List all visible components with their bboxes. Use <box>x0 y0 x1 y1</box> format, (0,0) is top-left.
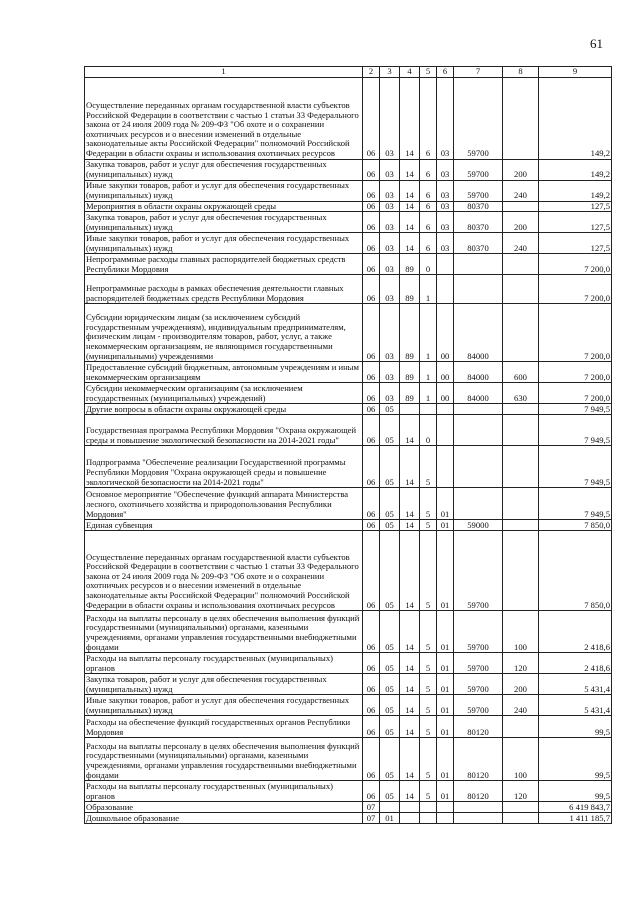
row-cell-c5: 6 <box>420 180 437 201</box>
row-cell-c8: 100 <box>503 611 539 653</box>
row-cell-c4: 14 <box>400 415 420 446</box>
row-cell-c4: 14 <box>400 611 420 653</box>
row-cell-c9: 99,5 <box>539 716 612 738</box>
row-cell-c2: 06 <box>363 275 380 304</box>
row-cell-c6 <box>437 404 454 415</box>
row-cell-c7: 84000 <box>454 304 503 362</box>
row-cell-c9: 149,2 <box>539 77 612 159</box>
row-cell-c4: 14 <box>400 738 420 781</box>
row-cell-c4: 14 <box>400 781 420 802</box>
row-cell-c4 <box>400 813 420 824</box>
row-cell-c4: 14 <box>400 446 420 488</box>
table-row <box>85 488 612 520</box>
row-cell-c3: 05 <box>380 531 400 611</box>
row-cell-c4: 14 <box>400 716 420 738</box>
row-cell-c5: 5 <box>420 531 437 611</box>
table-row <box>85 233 612 254</box>
row-cell-c7: 80370 <box>454 212 503 233</box>
header-cell: 5 <box>420 67 437 78</box>
row-description: Расходы на выплаты персоналу государственных (муниципальных) органов <box>85 781 363 802</box>
row-cell-c4: 14 <box>400 77 420 159</box>
row-cell-c7: 59700 <box>454 674 503 695</box>
row-cell-c5 <box>420 813 437 824</box>
page-number: 61 <box>590 36 603 51</box>
header-cell: 6 <box>437 67 454 78</box>
table-row <box>85 695 612 716</box>
row-cell-c3: 05 <box>380 716 400 738</box>
row-description: Иные закупки товаров, работ и услуг для обеспечения государственных (муниципальных) нужд <box>85 233 363 254</box>
row-cell-c2: 06 <box>363 180 380 201</box>
row-cell-c7 <box>454 488 503 520</box>
row-cell-c9: 7 949,5 <box>539 488 612 520</box>
row-cell-c5: 6 <box>420 159 437 180</box>
row-cell-c6: 03 <box>437 159 454 180</box>
header-cell: 8 <box>503 67 539 78</box>
row-cell-c6: 01 <box>437 520 454 531</box>
row-cell-c8 <box>503 77 539 159</box>
table-row <box>85 362 612 383</box>
row-description: Непрограммные расходы главных распорядителей бюджетных средств Республики Мордовия <box>85 254 363 275</box>
row-cell-c8 <box>503 520 539 531</box>
row-cell-c9: 99,5 <box>539 738 612 781</box>
row-cell-c6: 03 <box>437 212 454 233</box>
row-cell-c5 <box>420 404 437 415</box>
row-cell-c6 <box>437 813 454 824</box>
row-cell-c8 <box>503 488 539 520</box>
row-cell-c8 <box>503 531 539 611</box>
table-row <box>85 201 612 212</box>
row-cell-c5: 5 <box>420 520 437 531</box>
table-row <box>85 611 612 653</box>
row-cell-c7: 59700 <box>454 695 503 716</box>
row-description: Осуществление переданных органам государственной власти субъектов Российской Федерации в соответствии с частью 1 статьи 33 Федерального закона от 24 июля 2009 года № 209-ФЗ "Об охоте и о сохранении охотничьих ресурсов и о внесении изменений в отдельные законодательные акты Российской Федерации" полномочий Российской Федерации в области охраны и использования охотничьих ресурсов <box>85 531 363 611</box>
row-cell-c8 <box>503 813 539 824</box>
header-cell: 7 <box>454 67 503 78</box>
row-cell-c7 <box>454 446 503 488</box>
table-row <box>85 813 612 824</box>
row-description: Основное мероприятие "Обеспечение функций аппарата Министерства лесного, охотничьего хозяйства и природопользования Республики Мордовия" <box>85 488 363 520</box>
row-cell-c7: 80120 <box>454 738 503 781</box>
row-cell-c8 <box>503 304 539 362</box>
row-cell-c7: 59700 <box>454 611 503 653</box>
row-cell-c8: 630 <box>503 383 539 404</box>
header-cell: 4 <box>400 67 420 78</box>
table-row <box>85 802 612 813</box>
row-cell-c3: 05 <box>380 611 400 653</box>
row-cell-c3: 05 <box>380 446 400 488</box>
row-cell-c3: 03 <box>380 201 400 212</box>
row-cell-c7: 80370 <box>454 201 503 212</box>
row-cell-c8 <box>503 201 539 212</box>
row-cell-c4: 14 <box>400 695 420 716</box>
row-cell-c3: 03 <box>380 159 400 180</box>
row-cell-c3: 03 <box>380 212 400 233</box>
row-description: Расходы на выплаты персоналу в целях обеспечения выполнения функций государственными (муниципальными) органами, казенными учреждениями, органами управления государственными внебюджетными фондами <box>85 611 363 653</box>
table-row <box>85 781 612 802</box>
row-cell-c9: 127,5 <box>539 212 612 233</box>
row-cell-c6: 03 <box>437 201 454 212</box>
row-cell-c5: 5 <box>420 695 437 716</box>
row-cell-c5: 6 <box>420 212 437 233</box>
row-cell-c9: 149,2 <box>539 180 612 201</box>
row-cell-c4: 14 <box>400 212 420 233</box>
row-cell-c6: 01 <box>437 738 454 781</box>
row-cell-c3: 03 <box>380 275 400 304</box>
table-row <box>85 304 612 362</box>
table-row <box>85 159 612 180</box>
row-cell-c7 <box>454 254 503 275</box>
row-cell-c2: 06 <box>363 383 380 404</box>
row-cell-c2: 06 <box>363 611 380 653</box>
row-cell-c9: 7 200,0 <box>539 304 612 362</box>
row-cell-c5: 1 <box>420 275 437 304</box>
row-cell-c3: 01 <box>380 813 400 824</box>
row-cell-c5: 5 <box>420 716 437 738</box>
row-cell-c2: 06 <box>363 254 380 275</box>
row-cell-c6: 01 <box>437 781 454 802</box>
row-cell-c5: 0 <box>420 254 437 275</box>
row-cell-c6 <box>437 802 454 813</box>
row-cell-c4 <box>400 404 420 415</box>
row-cell-c9: 149,2 <box>539 159 612 180</box>
row-cell-c8: 600 <box>503 362 539 383</box>
row-description: Закупка товаров, работ и услуг для обеспечения государственных (муниципальных) нужд <box>85 212 363 233</box>
row-cell-c6: 01 <box>437 653 454 674</box>
row-cell-c7: 80370 <box>454 233 503 254</box>
row-cell-c3: 05 <box>380 415 400 446</box>
row-cell-c3: 05 <box>380 781 400 802</box>
row-cell-c4: 14 <box>400 520 420 531</box>
row-cell-c9: 7 200,0 <box>539 275 612 304</box>
table-row <box>85 404 612 415</box>
row-cell-c7: 59000 <box>454 520 503 531</box>
row-cell-c3: 03 <box>380 304 400 362</box>
row-cell-c9: 7 949,5 <box>539 415 612 446</box>
row-description: Субсидии некоммерческим организациям (за исключением государственных (муниципальных) учреждений) <box>85 383 363 404</box>
row-cell-c3: 03 <box>380 254 400 275</box>
row-cell-c7 <box>454 404 503 415</box>
row-description: Осуществление переданных органам государственной власти субъектов Российской Федерации в соответствии с частью 1 статьи 33 Федерального закона от 24 июля 2009 года № 209-ФЗ "Об охоте и о сохранении охотничьих ресурсов и о внесении изменений в отдельные законодательные акты Российской Федерации" полномочий Российской Федерации в области охраны и использования охотничьих ресурсов <box>85 77 363 159</box>
table-row <box>85 531 612 611</box>
header-cell: 2 <box>363 67 380 78</box>
row-cell-c8: 120 <box>503 653 539 674</box>
row-cell-c3: 05 <box>380 695 400 716</box>
row-cell-c5: 1 <box>420 383 437 404</box>
row-cell-c4 <box>400 802 420 813</box>
row-cell-c9: 7 200,0 <box>539 362 612 383</box>
row-description: Образование <box>85 802 363 813</box>
row-cell-c4: 89 <box>400 275 420 304</box>
row-cell-c2: 06 <box>363 233 380 254</box>
row-cell-c5: 5 <box>420 653 437 674</box>
row-cell-c8: 200 <box>503 212 539 233</box>
row-cell-c4: 89 <box>400 254 420 275</box>
row-cell-c7 <box>454 275 503 304</box>
row-cell-c6 <box>437 446 454 488</box>
row-cell-c8 <box>503 415 539 446</box>
row-cell-c5 <box>420 802 437 813</box>
row-cell-c6 <box>437 415 454 446</box>
row-cell-c3: 03 <box>380 362 400 383</box>
row-cell-c4: 89 <box>400 383 420 404</box>
budget-table <box>84 66 612 824</box>
row-description: Подпрограмма "Обеспечение реализации Государственной программы Республики Мордовия "Охрана окружающей среды и повышение экологической безопасности на 2014-2021 годы" <box>85 446 363 488</box>
row-cell-c3: 03 <box>380 77 400 159</box>
row-cell-c6: 01 <box>437 488 454 520</box>
row-cell-c7: 59700 <box>454 77 503 159</box>
row-cell-c9: 7 850,0 <box>539 531 612 611</box>
row-cell-c2: 06 <box>363 446 380 488</box>
table-row <box>85 77 612 159</box>
row-cell-c9: 7 949,5 <box>539 446 612 488</box>
row-description: Дошкольное образование <box>85 813 363 824</box>
table-row <box>85 415 612 446</box>
table-row <box>85 738 612 781</box>
row-cell-c3: 05 <box>380 738 400 781</box>
row-cell-c5: 5 <box>420 738 437 781</box>
row-cell-c2: 07 <box>363 802 380 813</box>
row-cell-c7: 59700 <box>454 653 503 674</box>
row-cell-c7: 59700 <box>454 159 503 180</box>
row-cell-c3: 05 <box>380 404 400 415</box>
row-cell-c8 <box>503 446 539 488</box>
row-cell-c5: 6 <box>420 201 437 212</box>
row-cell-c6: 00 <box>437 383 454 404</box>
row-cell-c7: 84000 <box>454 362 503 383</box>
row-cell-c2: 06 <box>363 201 380 212</box>
row-cell-c5: 5 <box>420 488 437 520</box>
table-row <box>85 653 612 674</box>
row-description: Расходы на обеспечение функций государственных органов Республики Мордовия <box>85 716 363 738</box>
row-cell-c6: 03 <box>437 233 454 254</box>
row-cell-c8: 240 <box>503 233 539 254</box>
row-description: Непрограммные расходы в рамках обеспечения деятельности главных распорядителей бюджетных средств Республики Мордовия <box>85 275 363 304</box>
row-cell-c8 <box>503 404 539 415</box>
row-cell-c8 <box>503 275 539 304</box>
row-cell-c9: 127,5 <box>539 233 612 254</box>
row-cell-c3: 05 <box>380 653 400 674</box>
row-cell-c7: 84000 <box>454 383 503 404</box>
row-cell-c9: 2 418,6 <box>539 611 612 653</box>
row-description: Мероприятия в области охраны окружающей среды <box>85 201 363 212</box>
row-description: Иные закупки товаров, работ и услуг для обеспечения государственных (муниципальных) нужд <box>85 180 363 201</box>
row-cell-c2: 07 <box>363 813 380 824</box>
row-description: Субсидии юридическим лицам (за исключением субсидий государственным учреждениям), индивидуальным предпринимателям, физическим лицам - производителям товаров, работ, услуг, а также некоммерческим организациям, не являющимся государственными (муниципальными) учреждениями <box>85 304 363 362</box>
table-row <box>85 383 612 404</box>
row-cell-c5: 5 <box>420 611 437 653</box>
row-cell-c4: 89 <box>400 362 420 383</box>
row-cell-c2: 06 <box>363 488 380 520</box>
row-cell-c8: 240 <box>503 180 539 201</box>
row-cell-c8: 100 <box>503 738 539 781</box>
table-row <box>85 275 612 304</box>
row-cell-c2: 06 <box>363 738 380 781</box>
row-description: Государственная программа Республики Мордовия "Охрана окружающей среды и повышение экологической безопасности на 2014-2021 годы" <box>85 415 363 446</box>
row-cell-c8: 240 <box>503 695 539 716</box>
row-cell-c4: 14 <box>400 180 420 201</box>
row-description: Расходы на выплаты персоналу в целях обеспечения выполнения функций государственными (муниципальными) органами, казенными учреждениями, органами управления государственными внебюджетными фондами <box>85 738 363 781</box>
row-cell-c2: 06 <box>363 716 380 738</box>
table-row <box>85 716 612 738</box>
row-description: Закупка товаров, работ и услуг для обеспечения государственных (муниципальных) нужд <box>85 159 363 180</box>
row-cell-c9: 5 431,4 <box>539 674 612 695</box>
row-cell-c5: 5 <box>420 446 437 488</box>
row-cell-c4: 14 <box>400 159 420 180</box>
row-cell-c7 <box>454 415 503 446</box>
row-cell-c9: 7 200,0 <box>539 254 612 275</box>
row-cell-c4: 14 <box>400 653 420 674</box>
table-row <box>85 520 612 531</box>
row-cell-c2: 06 <box>363 781 380 802</box>
row-cell-c8 <box>503 802 539 813</box>
header-row <box>85 67 612 78</box>
row-description: Предоставление субсидий бюджетным, автономным учреждениям и иным некоммерческим организациям <box>85 362 363 383</box>
row-cell-c2: 06 <box>363 159 380 180</box>
header-cell: 9 <box>539 67 612 78</box>
row-cell-c2: 06 <box>363 415 380 446</box>
row-cell-c6: 01 <box>437 674 454 695</box>
row-cell-c2: 06 <box>363 653 380 674</box>
row-cell-c3: 03 <box>380 233 400 254</box>
row-cell-c7 <box>454 802 503 813</box>
row-cell-c9: 2 418,6 <box>539 653 612 674</box>
row-cell-c2: 06 <box>363 362 380 383</box>
table-row <box>85 212 612 233</box>
row-cell-c4: 14 <box>400 201 420 212</box>
row-cell-c2: 06 <box>363 77 380 159</box>
row-cell-c6: 01 <box>437 531 454 611</box>
row-cell-c4: 14 <box>400 531 420 611</box>
row-cell-c6: 01 <box>437 611 454 653</box>
row-cell-c8 <box>503 254 539 275</box>
row-cell-c2: 06 <box>363 531 380 611</box>
row-cell-c6: 01 <box>437 695 454 716</box>
row-cell-c9: 127,5 <box>539 201 612 212</box>
row-cell-c7: 59700 <box>454 180 503 201</box>
row-cell-c5: 0 <box>420 415 437 446</box>
row-cell-c5: 6 <box>420 77 437 159</box>
row-cell-c6 <box>437 254 454 275</box>
row-cell-c2: 06 <box>363 695 380 716</box>
row-cell-c8: 200 <box>503 159 539 180</box>
table-row <box>85 446 612 488</box>
row-cell-c8: 120 <box>503 781 539 802</box>
row-cell-c6: 00 <box>437 362 454 383</box>
row-cell-c7 <box>454 813 503 824</box>
header-cell: 3 <box>380 67 400 78</box>
header-cell: 1 <box>85 67 363 78</box>
table-row <box>85 254 612 275</box>
row-cell-c9: 7 949,5 <box>539 404 612 415</box>
row-cell-c3: 05 <box>380 488 400 520</box>
row-cell-c2: 06 <box>363 212 380 233</box>
row-cell-c6: 00 <box>437 304 454 362</box>
row-cell-c3: 03 <box>380 383 400 404</box>
row-cell-c6 <box>437 275 454 304</box>
row-cell-c7: 80120 <box>454 781 503 802</box>
row-cell-c5: 5 <box>420 781 437 802</box>
row-cell-c9: 1 411 185,7 <box>539 813 612 824</box>
row-cell-c7: 80120 <box>454 716 503 738</box>
row-cell-c2: 06 <box>363 304 380 362</box>
row-description: Единая субвенция <box>85 520 363 531</box>
row-cell-c3: 03 <box>380 180 400 201</box>
row-cell-c6: 03 <box>437 180 454 201</box>
row-cell-c9: 5 431,4 <box>539 695 612 716</box>
row-cell-c8: 200 <box>503 674 539 695</box>
row-cell-c3 <box>380 802 400 813</box>
row-cell-c3: 05 <box>380 520 400 531</box>
row-cell-c9: 7 200,0 <box>539 383 612 404</box>
row-description: Другие вопросы в области охраны окружающей среды <box>85 404 363 415</box>
row-cell-c5: 6 <box>420 233 437 254</box>
row-cell-c4: 89 <box>400 304 420 362</box>
row-cell-c4: 14 <box>400 488 420 520</box>
row-description: Иные закупки товаров, работ и услуг для обеспечения государственных (муниципальных) нужд <box>85 695 363 716</box>
row-cell-c8 <box>503 716 539 738</box>
row-cell-c9: 99,5 <box>539 781 612 802</box>
row-cell-c6: 03 <box>437 77 454 159</box>
row-cell-c2: 06 <box>363 520 380 531</box>
row-cell-c7: 59700 <box>454 531 503 611</box>
row-cell-c9: 6 419 843,7 <box>539 802 612 813</box>
row-cell-c2: 06 <box>363 674 380 695</box>
row-description: Расходы на выплаты персоналу государственных (муниципальных) органов <box>85 653 363 674</box>
table-row <box>85 674 612 695</box>
table-row <box>85 180 612 201</box>
row-cell-c2: 06 <box>363 404 380 415</box>
row-cell-c9: 7 850,0 <box>539 520 612 531</box>
row-description: Закупка товаров, работ и услуг для обеспечения государственных (муниципальных) нужд <box>85 674 363 695</box>
row-cell-c3: 05 <box>380 674 400 695</box>
row-cell-c5: 1 <box>420 362 437 383</box>
row-cell-c4: 14 <box>400 674 420 695</box>
row-cell-c5: 1 <box>420 304 437 362</box>
row-cell-c6: 01 <box>437 716 454 738</box>
row-cell-c4: 14 <box>400 233 420 254</box>
row-cell-c5: 5 <box>420 674 437 695</box>
